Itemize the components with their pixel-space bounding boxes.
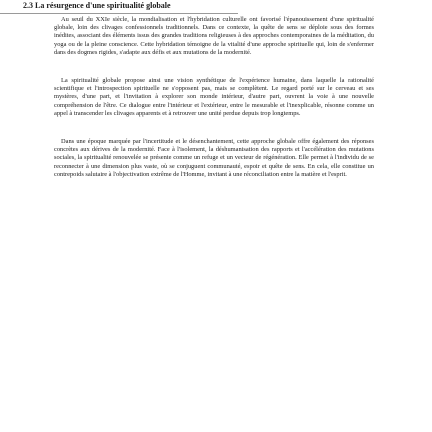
paragraph-2: La spiritualité globale propose ainsi une vision synthétique de l'expérience humaine, dans laquelle la rationalité scientifique et l'introspection spirituelle ne s'opposent pas, mais se complètent. Le regard porté sur le cerveau et ses mystères, d'une part, et l'invitation à explorer son monde intérieur, d'autre part, ouvrent la voie à une nouvelle compréhension de l'être. Ce dialogue entre l'intérieur et l'extérieur, entre le mesurable et l'inexplicable, résonne comme un appel à transcender les clivages apparents et à retrouver une unité perdue depuis trop longtemps. [54, 77, 374, 117]
section-heading: 2.3 La résurgence d'une spiritualité globale [23, 1, 171, 10]
paragraph-3: Dans une époque marquée par l'incertitude et le désenchantement, cette approche globale offre également des réponses concrètes aux dérives de la modernité. Face à l'isolement, la déshumanisation des rapports et l'accélération des mutations sociales, la spiritualité renouvelée se présente comme un refuge et un vecteur de régénération. Elle permet à l'individu de se reconnecter à une dimension plus vaste, où se conjuguent communauté, espoir et quête de sens. En cela, elle constitue un contrepoids salutaire à l'objectivation extrême de l'Homme, invitant à une réconciliation entre la matière et l'esprit. [54, 138, 374, 178]
heading-bar [0, 0, 238, 14]
paragraph-1: Au seuil du XXIe siècle, la mondialisation et l'hybridation culturelle ont favorisé l'épanouissement d'une spiritualité globale, loin des clivages confessionnels traditionnels. Dans ce contexte, la quête de sens se déploie sous des formes inédites, associant des éléments issus des grandes traditions religieuses à des approches contemporaines de la méditation, du yoga ou de la pleine conscience. Cette hybridation témoigne de la vitalité d'une approche spirituelle qui, loin de s'enfermer dans des dogmes rigides, s'adapte aux défis et aux mutations de la modernité. [54, 16, 374, 56]
text-column [54, 16, 374, 179]
